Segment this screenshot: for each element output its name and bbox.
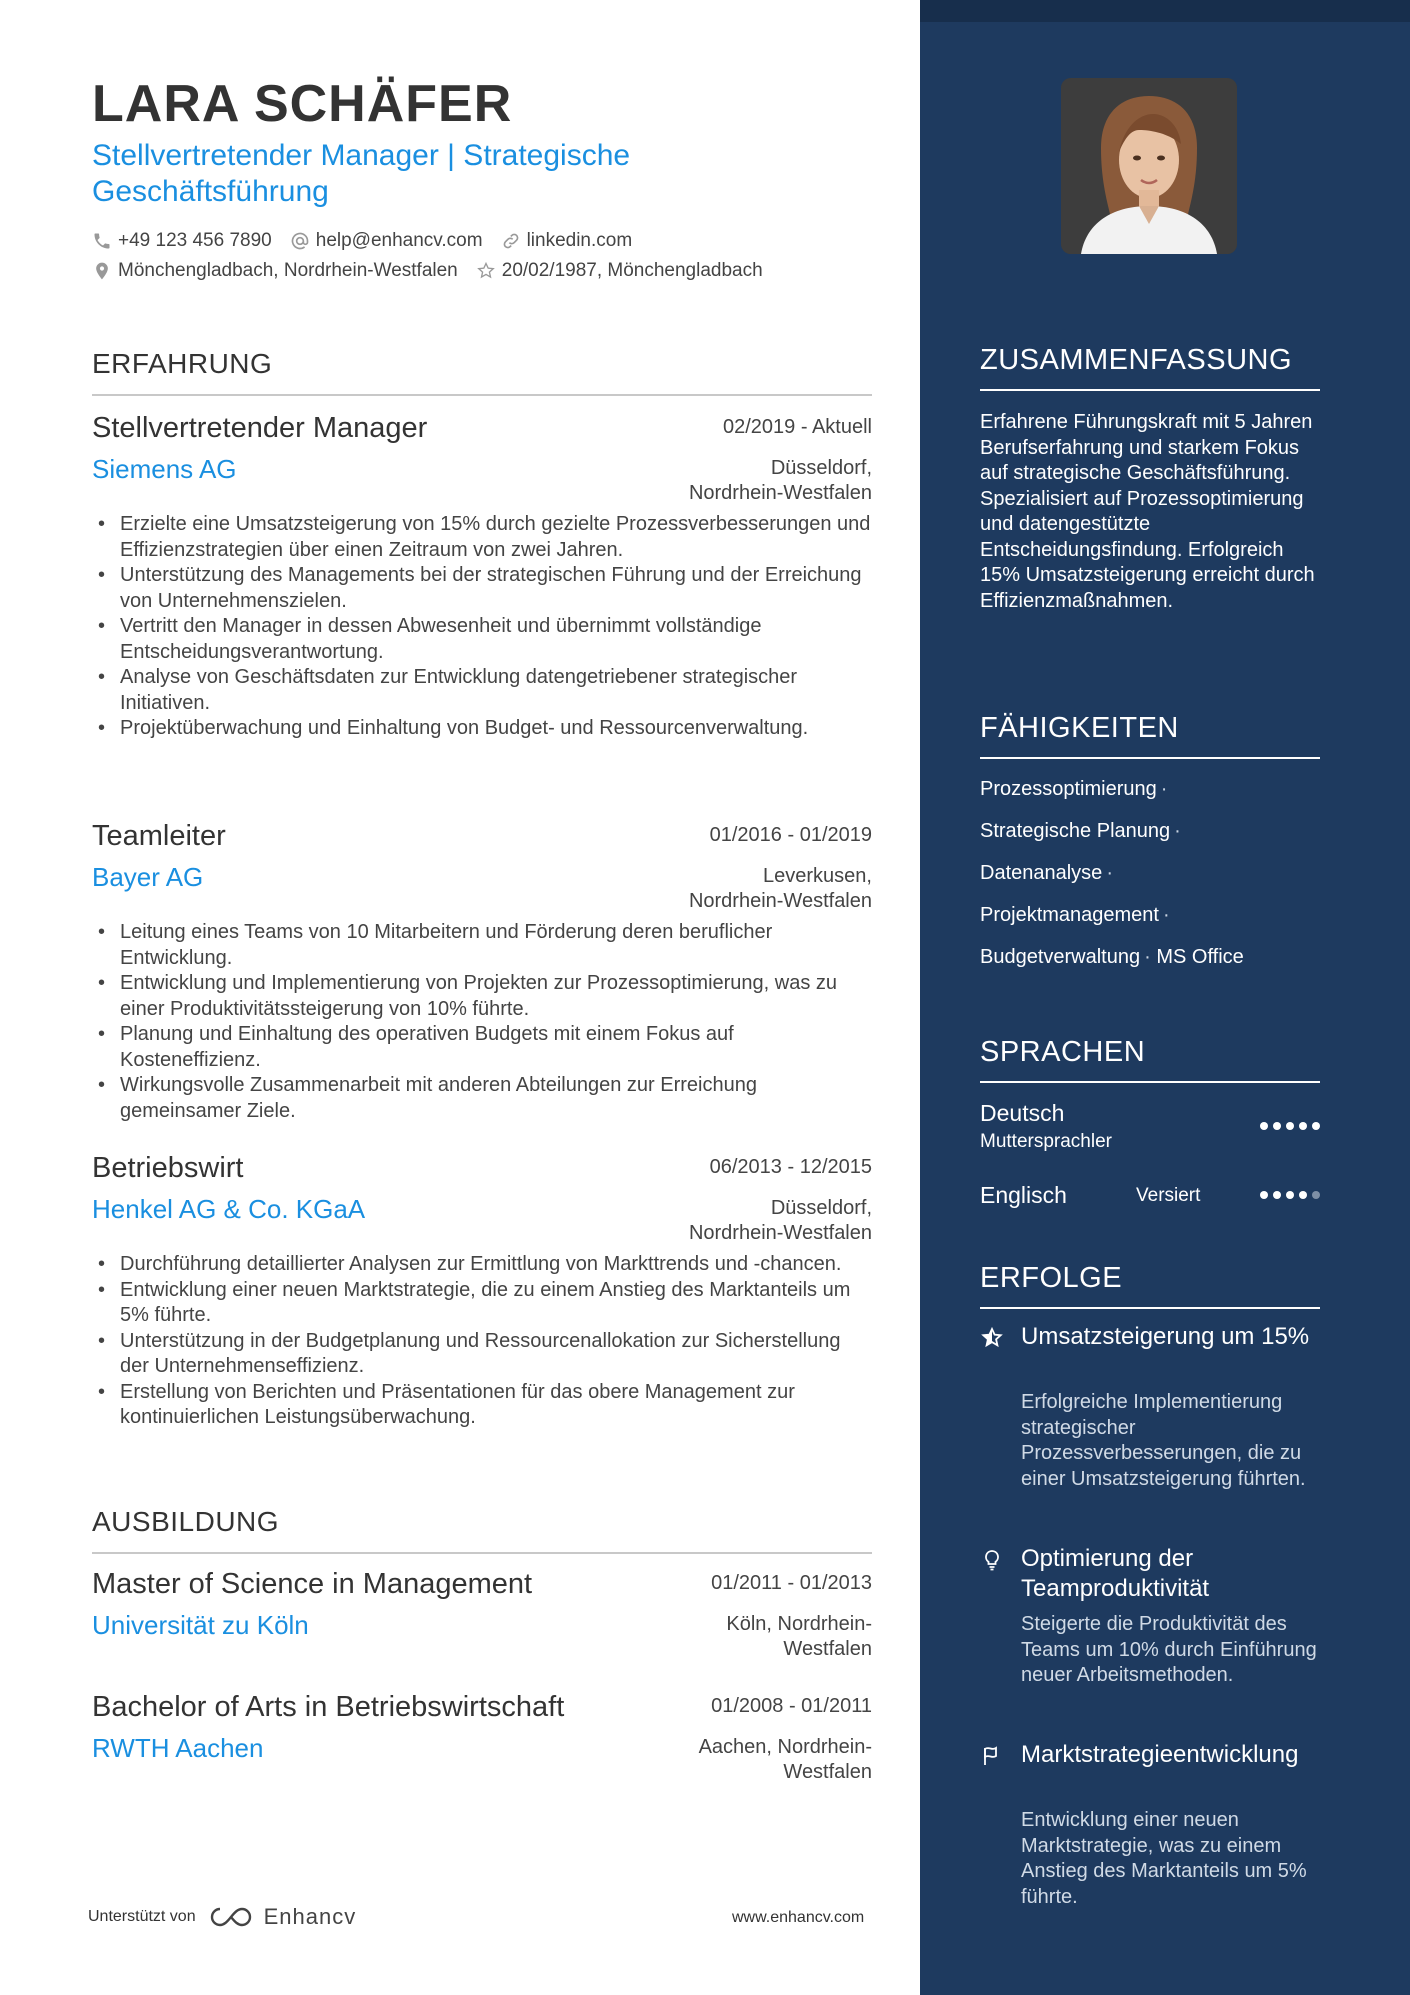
lightbulb-icon (980, 1548, 1004, 1572)
link-icon (501, 231, 521, 251)
at-icon (290, 231, 310, 251)
powered-by-text: Unterstützt von (88, 1908, 196, 1925)
profile-photo (1061, 78, 1237, 254)
job-bullet: • Vertritt den Manager in dessen Abwesenheit und übernimmt vollständige Entscheidungsverantwortung. (92, 614, 872, 665)
phone-icon (92, 231, 112, 251)
job-role: Teamleiter (92, 820, 226, 852)
education-degree: Bachelor of Arts in Betriebswirtschaft (92, 1691, 565, 1723)
job-location-line: Nordrhein-Westfalen (688, 890, 872, 912)
experience-section-title: ERFAHRUNG (92, 348, 872, 396)
education-location-line: Köln, Nordrhein- (726, 1613, 872, 1635)
skills-section-title: FÄHIGKEITEN (980, 712, 1320, 759)
job-location (612, 1196, 872, 1246)
job-bullet: • Leitung eines Teams von 10 Mitarbeitern und Förderung deren beruflicher Entwicklung. (92, 920, 872, 971)
linkedin-text[interactable]: linkedin.com (526, 230, 633, 251)
education-entry (92, 1691, 872, 1791)
achievement-text: Erfolgreiche Implementierung strategischer Prozessverbesserungen, die zu einer Umsatzsteigerung führten. (1021, 1391, 1306, 1490)
skill-separator: · (1174, 820, 1181, 842)
rating-dot (1299, 1122, 1307, 1130)
job-bullet: • Erstellung von Berichten und Präsentationen für das obere Management zur kontinuierlichen Leistungsüberwachung. (92, 1380, 872, 1431)
language-level: Versiert (1136, 1185, 1201, 1206)
candidate-name: LARA SCHÄFER (92, 75, 513, 133)
sidebar-top-bar (920, 0, 1410, 22)
birth-contact (476, 260, 763, 282)
location-text: Mönchengladbach, Nordrhein-Westfalen (118, 260, 458, 281)
skill-separator: · (1162, 904, 1170, 926)
skill-separator: · (1144, 946, 1151, 968)
job-location (612, 456, 872, 506)
job-bullet: • Durchführung detaillierter Analysen zur Ermittlung von Markttrends und -chancen. (92, 1252, 872, 1278)
achievement-text: Entwicklung einer neuen Marktstrategie, was zu einem Anstieg des Marktanteils um 5% führte. (1021, 1809, 1307, 1908)
contact-row-2 (92, 260, 781, 282)
email-text[interactable]: help@enhancv.com (315, 230, 483, 251)
job-location-line: Leverkusen, (763, 865, 872, 887)
email-contact[interactable] (290, 230, 483, 252)
education-location-line: Aachen, Nordrhein- (698, 1736, 872, 1758)
star-icon (980, 1326, 1004, 1350)
footer-powered-by (88, 1904, 356, 1930)
job-dates: 02/2019 - Aktuell (723, 416, 872, 438)
skill-label: Datenanalyse (980, 862, 1103, 884)
job-location-line: Düsseldorf, (770, 1197, 872, 1219)
languages-section-title: SPRACHEN (980, 1036, 1320, 1083)
rating-dot (1286, 1191, 1294, 1199)
enhancv-logo-text: Enhancv (263, 1904, 357, 1929)
job-bullet: • Entwicklung einer neuen Marktstrategie, die zu einem Anstieg des Marktanteils um 5% führte. (92, 1278, 872, 1329)
job-bullets (92, 512, 872, 742)
skill-item (980, 820, 1181, 843)
job-location-line: Nordrhein-Westfalen (688, 482, 872, 504)
phone-text: +49 123 456 7890 (118, 230, 272, 251)
contact-row-1 (92, 230, 650, 252)
language-rating (1260, 1122, 1320, 1130)
skill-item (980, 862, 1113, 885)
job-bullet: • Unterstützung in der Budgetplanung und Ressourcenallokation zur Sicherstellung der Unternehmenseffizienz. (92, 1329, 872, 1380)
education-dates: 01/2008 - 01/2011 (711, 1695, 872, 1717)
job-entry (92, 820, 872, 1130)
location-contact (92, 260, 458, 282)
language-name: Deutsch (980, 1100, 1065, 1126)
rating-dot (1260, 1191, 1268, 1199)
achievement-text: Steigerte die Produktivität des Teams um 10% durch Einführung neuer Arbeitsmethoden. (1021, 1613, 1317, 1686)
achievement-title: Umsatzsteigerung um 15% (1021, 1323, 1310, 1350)
achievement-title: Marktstrategieentwicklung (1021, 1741, 1299, 1768)
profile-photo-image (1061, 78, 1237, 254)
skill-item (980, 904, 1170, 927)
location-pin-icon (92, 261, 112, 281)
phone-contact (92, 230, 272, 252)
job-bullet: • Wirkungsvolle Zusammenarbeit mit anderen Abteilungen zur Erreichung gemeinsamer Ziele. (92, 1073, 872, 1124)
skill-item (980, 946, 1244, 969)
education-location-line: Westfalen (783, 1761, 872, 1783)
education-school[interactable]: Universität zu Köln (92, 1610, 309, 1640)
achievement-title: Optimierung der Teamproduktivität (1021, 1545, 1210, 1602)
job-bullets (92, 920, 872, 1124)
skill-item (980, 778, 1167, 801)
language-level: Muttersprachler (980, 1131, 1112, 1152)
skill-label: Strategische Planung (980, 820, 1171, 842)
job-location-line: Nordrhein-Westfalen (688, 1222, 872, 1244)
education-location (612, 1735, 872, 1785)
job-bullets (92, 1252, 872, 1431)
enhancv-logo[interactable] (208, 1904, 357, 1930)
achievements-section-title: ERFOLGE (980, 1262, 1320, 1309)
education-school[interactable]: RWTH Aachen (92, 1733, 264, 1763)
job-bullet: • Unterstützung des Managements bei der strategischen Führung und der Erreichung von Unternehmenszielen. (92, 563, 872, 614)
flag-icon (980, 1744, 1004, 1768)
education-location (612, 1612, 872, 1662)
job-bullet: • Erzielte eine Umsatzsteigerung von 15% durch gezielte Prozessverbesserungen und Effizienzstrategien über einen Zeitraum von zwei Jahren. (92, 512, 872, 563)
job-bullet: • Planung und Einhaltung des operativen Budgets mit einem Fokus auf Kosteneffizienz. (92, 1022, 872, 1073)
rating-dot (1312, 1122, 1320, 1130)
job-company[interactable]: Siemens AG (92, 454, 237, 484)
job-location-line: Düsseldorf, (770, 457, 872, 479)
rating-dot (1273, 1122, 1281, 1130)
job-bullet: • Entwicklung und Implementierung von Projekten zur Prozessoptimierung, was zu einer Produktivitätssteigerung von 10% führte. (92, 971, 872, 1022)
linkedin-contact[interactable] (501, 230, 633, 252)
star-outline-icon (476, 261, 496, 281)
rating-dot (1260, 1122, 1268, 1130)
skill-label: MS Office (1156, 946, 1244, 968)
rating-dot (1286, 1122, 1294, 1130)
headline: Stellvertretender Manager | Strategische Geschäftsführung (92, 139, 631, 208)
job-entry (92, 412, 872, 792)
job-role: Stellvertretender Manager (92, 412, 428, 444)
language-rating (1260, 1191, 1320, 1199)
sidebar (920, 0, 1410, 1995)
job-location (612, 864, 872, 914)
rating-dot (1299, 1191, 1307, 1199)
footer-website[interactable]: www.enhancv.com (732, 1909, 865, 1926)
summary-text: Erfahrene Führungskraft mit 5 Jahren Berufserfahrung und starkem Fokus auf strategische Geschäftsführung. Spezialisiert auf Prozessoptimierung und datengestützte Entscheidungsfindung. Erfolgreich 15% Umsatzsteigerung erreicht durch Effizienzmaßnahmen. (980, 411, 1315, 612)
job-dates: 06/2013 - 12/2015 (709, 1156, 872, 1178)
job-role: Betriebswirt (92, 1152, 244, 1184)
birth-text: 20/02/1987, Mönchengladbach (501, 260, 763, 281)
education-entry (92, 1568, 872, 1668)
job-bullet: • Projektüberwachung und Einhaltung von Budget- und Ressourcenverwaltung. (92, 716, 872, 742)
job-company[interactable]: Bayer AG (92, 862, 204, 892)
rating-dot (1312, 1191, 1320, 1199)
rating-dot (1273, 1191, 1281, 1199)
skill-label: Budgetverwaltung (980, 946, 1141, 968)
education-location-line: Westfalen (783, 1638, 872, 1660)
enhancv-logo-icon (208, 1905, 254, 1929)
skill-label: Prozessoptimierung (980, 778, 1157, 800)
education-dates: 01/2011 - 01/2013 (711, 1572, 872, 1594)
job-dates: 01/2016 - 01/2019 (709, 824, 872, 846)
education-section-title: AUSBILDUNG (92, 1506, 872, 1554)
job-company[interactable]: Henkel AG & Co. KGaA (92, 1194, 366, 1224)
job-bullet: • Analyse von Geschäftsdaten zur Entwicklung datengetriebener strategischer Initiativen. (92, 665, 872, 716)
education-degree: Master of Science in Management (92, 1568, 533, 1600)
language-name: Englisch (980, 1182, 1067, 1208)
skill-separator: · (1106, 862, 1113, 884)
skill-separator: · (1160, 778, 1168, 800)
skill-label: Projektmanagement (980, 904, 1159, 926)
job-entry (92, 1152, 872, 1462)
summary-section-title: ZUSAMMENFASSUNG (980, 344, 1320, 391)
